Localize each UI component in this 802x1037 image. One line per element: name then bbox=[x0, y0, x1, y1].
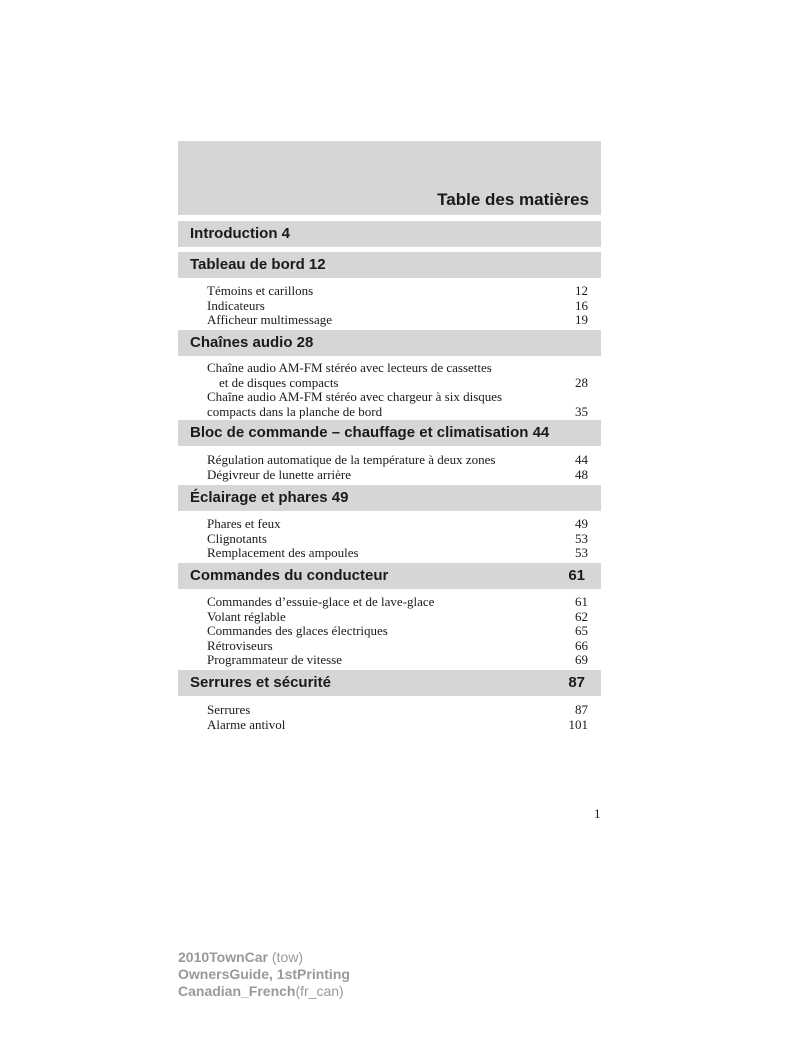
page-number: 1 bbox=[594, 806, 601, 821]
toc-entry-page: 16 bbox=[575, 297, 588, 313]
section-heading-introduction[interactable] bbox=[178, 221, 601, 247]
toc-entry-text: Régulation automatique de la température à deux zones bbox=[207, 452, 496, 467]
section-entries-serrures-et-securite bbox=[207, 703, 588, 732]
toc-entry-page: 48 bbox=[575, 466, 588, 482]
toc-entry[interactable] bbox=[207, 299, 588, 314]
toc-entry[interactable] bbox=[207, 453, 588, 468]
toc-entry[interactable] bbox=[207, 610, 588, 625]
section-page: 87 bbox=[568, 674, 585, 691]
section-heading-eclairage-et-phares[interactable] bbox=[178, 485, 601, 511]
toc-entry-text-continued: compacts dans la planche de bord bbox=[207, 403, 383, 419]
toc-entry[interactable] bbox=[207, 624, 588, 639]
toc-entry-text: Serrures bbox=[207, 702, 251, 717]
toc-entry-page: 66 bbox=[575, 637, 588, 653]
toc-entry-text: Clignotants bbox=[207, 530, 267, 546]
section-title: Introduction 4 bbox=[190, 225, 290, 242]
toc-entry-page: 101 bbox=[568, 716, 588, 732]
toc-entry-text: Chaîne audio AM-FM stéréo avec chargeur à six disques bbox=[207, 389, 503, 404]
toc-entry-text: Chaîne audio AM-FM stéréo avec lecteurs de cassettes bbox=[207, 360, 492, 375]
section-title: Chaînes audio 28 bbox=[190, 334, 314, 351]
toc-entry[interactable] bbox=[207, 517, 588, 532]
section-entries-chaines-audio bbox=[207, 361, 588, 419]
toc-entry-page: 61 bbox=[575, 594, 588, 609]
toc-entry-text: Phares et feux bbox=[207, 516, 281, 531]
footer-line bbox=[178, 949, 350, 966]
toc-entry[interactable] bbox=[207, 313, 588, 328]
toc-entry-page: 53 bbox=[575, 530, 588, 546]
footer-locale: (fr_can) bbox=[295, 983, 344, 999]
toc-entry[interactable] bbox=[207, 361, 588, 390]
toc-entry[interactable] bbox=[207, 718, 588, 733]
toc-entry[interactable] bbox=[207, 639, 588, 654]
toc-entry-page: 44 bbox=[575, 452, 588, 467]
section-heading-serrures-et-securite[interactable] bbox=[178, 670, 601, 696]
toc-entry[interactable] bbox=[207, 595, 588, 610]
toc-entry-text: Afficheur multimessage bbox=[207, 312, 333, 327]
toc-entry-page: 53 bbox=[575, 545, 588, 560]
toc-entry-text: Rétroviseurs bbox=[207, 637, 273, 653]
print-footer bbox=[178, 949, 350, 1000]
header-band bbox=[178, 141, 601, 215]
section-entries-eclairage-et-phares bbox=[207, 517, 588, 561]
section-title: Éclairage et phares 49 bbox=[190, 489, 349, 506]
toc-entry-page: 19 bbox=[575, 312, 588, 327]
footer-line bbox=[178, 966, 350, 983]
footer-printing: OwnersGuide, 1stPrinting bbox=[178, 966, 350, 982]
toc-entry[interactable] bbox=[207, 532, 588, 547]
section-heading-bloc-de-commande[interactable] bbox=[178, 420, 601, 446]
toc-entry-text-continued: et de disques compacts bbox=[219, 374, 339, 390]
toc-entry-page: 69 bbox=[575, 652, 588, 667]
toc-entry[interactable] bbox=[207, 468, 588, 483]
toc-entry-text: Témoins et carillons bbox=[207, 283, 314, 298]
section-heading-tableau-de-bord[interactable] bbox=[178, 252, 601, 278]
toc-entry-text: Commandes d’essuie-glace et de lave-glace bbox=[207, 594, 435, 609]
section-entries-bloc-de-commande bbox=[207, 453, 588, 482]
section-entries-tableau-de-bord bbox=[207, 284, 588, 328]
toc-entry-text: Remplacement des ampoules bbox=[207, 545, 359, 560]
toc-entry-text: Programmateur de vitesse bbox=[207, 652, 343, 667]
page-title: Table des matières bbox=[437, 190, 589, 209]
toc-entry-page: 49 bbox=[575, 516, 588, 531]
toc-entry-text: Indicateurs bbox=[207, 297, 265, 313]
toc-entry-page: 35 bbox=[575, 403, 588, 419]
toc-entry[interactable] bbox=[207, 703, 588, 718]
section-title: Bloc de commande – chauffage et climatisation 44 bbox=[190, 424, 550, 441]
section-heading-commandes-du-conducteur[interactable] bbox=[178, 563, 601, 589]
toc-entry[interactable] bbox=[207, 390, 588, 419]
toc-entry-text: Dégivreur de lunette arrière bbox=[207, 466, 352, 482]
section-entries-commandes-du-conducteur bbox=[207, 595, 588, 668]
toc-entry[interactable] bbox=[207, 546, 588, 561]
footer-line bbox=[178, 983, 350, 1000]
toc-entry-page: 62 bbox=[575, 608, 588, 624]
toc-entry-page: 28 bbox=[575, 374, 588, 390]
toc-entry-text: Volant réglable bbox=[207, 608, 286, 624]
section-page: 61 bbox=[568, 567, 585, 584]
toc-entry[interactable] bbox=[207, 653, 588, 668]
toc-entry-text: Commandes des glaces électriques bbox=[207, 623, 388, 638]
toc-entry-page: 12 bbox=[575, 283, 588, 298]
section-title: Serrures et sécurité bbox=[190, 674, 331, 691]
section-title: Commandes du conducteur bbox=[190, 567, 389, 584]
footer-model: 2010TownCar bbox=[178, 949, 268, 965]
toc-entry-page: 65 bbox=[575, 623, 588, 638]
toc-entry-page: 87 bbox=[575, 702, 588, 717]
toc-entry-text: Alarme antivol bbox=[207, 716, 286, 732]
section-heading-chaines-audio[interactable] bbox=[178, 330, 601, 356]
section-title: Tableau de bord 12 bbox=[190, 256, 326, 273]
toc-entry[interactable] bbox=[207, 284, 588, 299]
footer-code: (tow) bbox=[268, 949, 303, 965]
footer-language: Canadian_French bbox=[178, 983, 296, 999]
